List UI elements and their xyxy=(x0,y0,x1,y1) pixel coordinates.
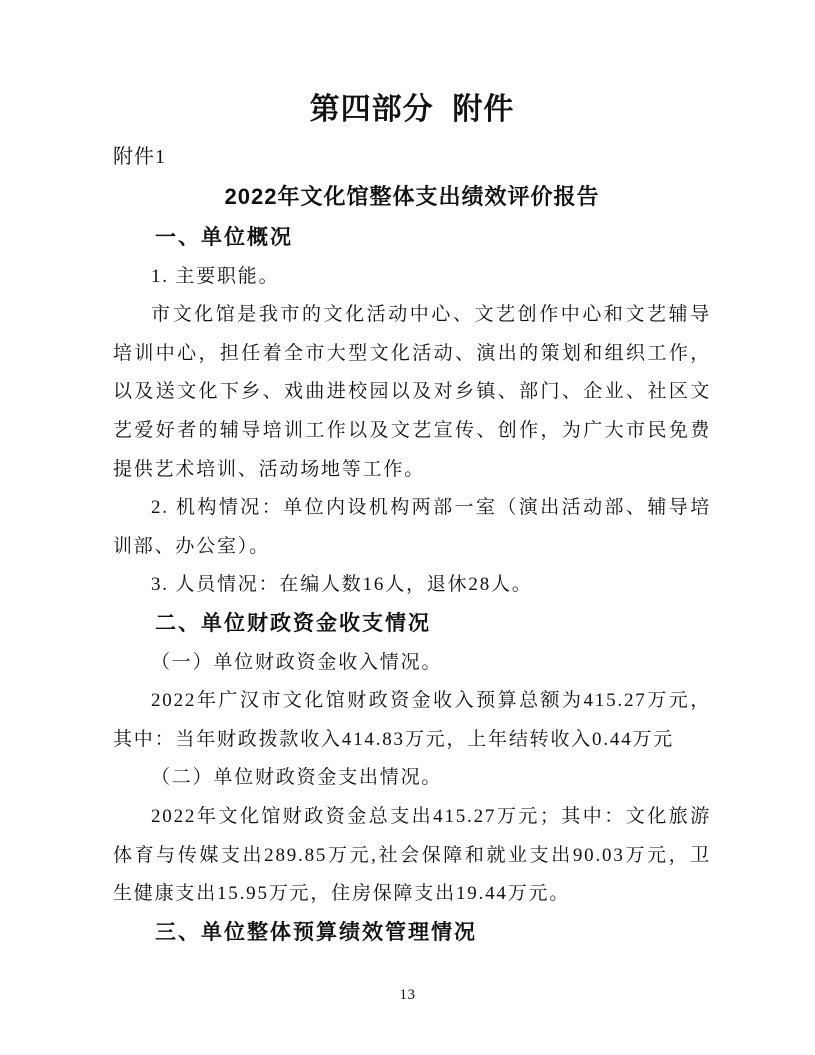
paragraph-main-functions: 市文化馆是我市的文化活动中心、文艺创作中心和文艺辅导培训中心，担任着全市大型文化活动、演出的策划和组织工作，以及送文化下乡、戏曲进校园以及对乡镇、部门、企业、社区文艺爱好者的辅导培训工作以及文艺宣传、创作，为广大市民免费提供艺术培训、活动场地等工作。 xyxy=(113,304,711,480)
section-title: 第四部分 附件 xyxy=(309,93,515,126)
paragraph-income-detail: 2022年广汉市文化馆财政资金收入预算总额为415.27万元，其中：当年财政拨款收入414.83万元，上年结转收入0.44万元 xyxy=(113,690,711,750)
heading-unit-overview: 一、单位概况 xyxy=(155,226,293,249)
paragraph-income-label: （一）单位财政资金收入情况。 xyxy=(151,651,443,673)
paragraph-personnel: 3. 人员情况：在编人数16人，退休28人。 xyxy=(151,574,533,596)
attachment-label: 附件1 xyxy=(113,146,166,168)
heading-budget-performance: 三、单位整体预算绩效管理情况 xyxy=(155,920,477,944)
heading-fiscal-funds: 二、单位财政资金收支情况 xyxy=(155,611,431,635)
paragraph-organization: 2. 机构情况：单位内设机构两部一室（演出活动部、辅导培训部、办公室）。 xyxy=(113,497,711,557)
paragraph-main-functions-label: 1. 主要职能。 xyxy=(151,265,280,287)
paragraph-expenditure-detail: 2022年文化馆财政资金总支出415.27万元；其中：文化旅游体育与传媒支出289.85万元,社会保障和就业支出90.03万元，卫生健康支出15.95万元，住房保障支出19.44万元。 xyxy=(113,805,711,905)
paragraph-expenditure-label: （二）单位财政资金支出情况。 xyxy=(151,767,443,789)
page-number: 13 xyxy=(399,987,416,1003)
report-title: 2022年文化馆整体支出绩效评价报告 xyxy=(224,184,600,209)
